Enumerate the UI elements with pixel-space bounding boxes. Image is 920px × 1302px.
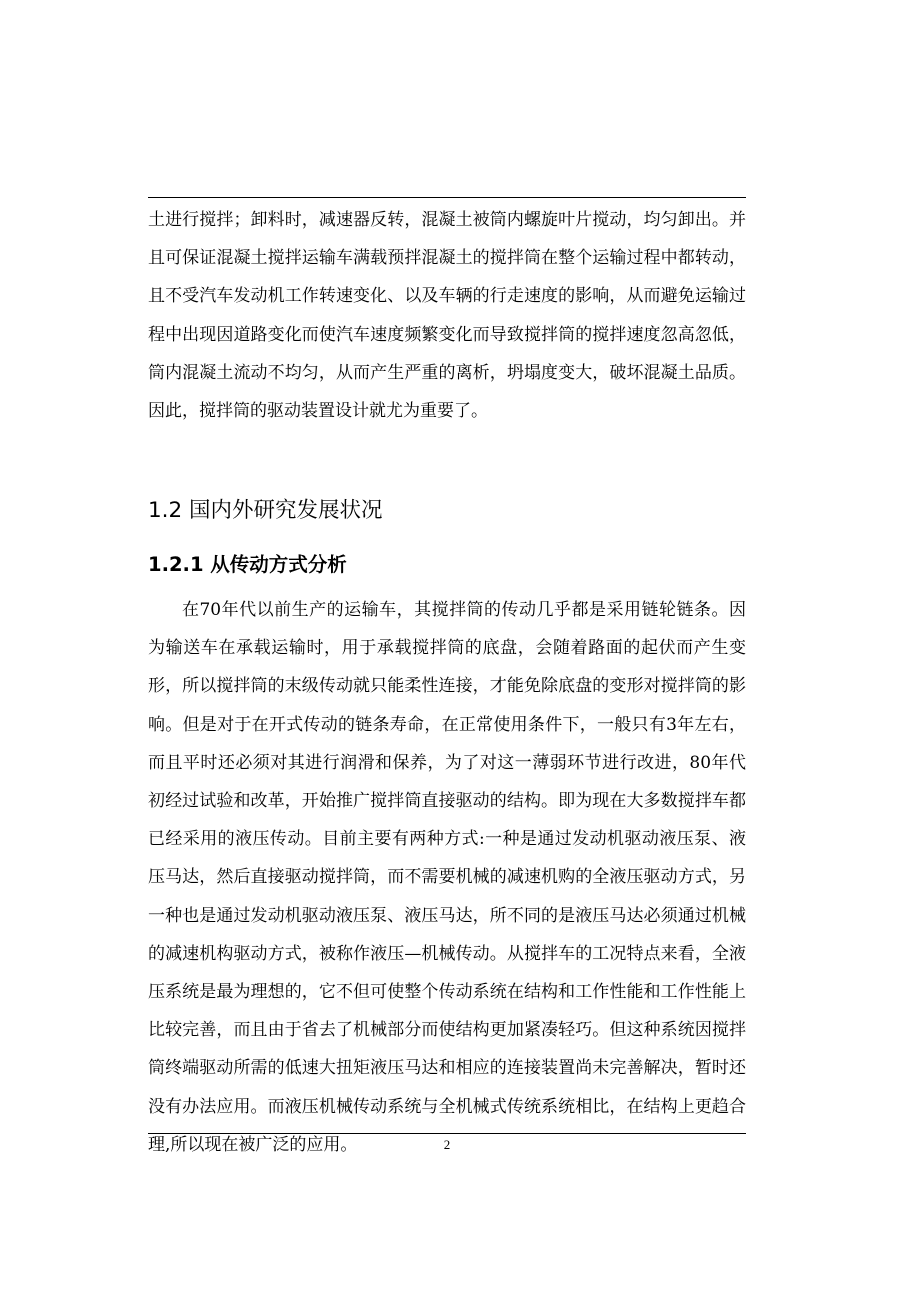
page-number: 2: [443, 1137, 451, 1152]
transmission-paragraph-block: [148, 591, 746, 1164]
continuation-paragraph: 土进行搅拌；卸料时，减速器反转，混凝土被筒内螺旋叶片搅动，均匀卸出。并且可保证混凝土搅拌运输车满载预拌混凝土的搅拌筒在整个运输过程中都转动，且不受汽车发动机工作转速变化、以及车辆的行走速度的影响，从而避免运输过程中出现因道路变化而使汽车速度频繁变化而导致搅拌筒的搅拌速度忽高忽低，筒内混凝土流动不均匀，从而产生严重的离析，坍塌度变大，破坏混凝土品质。因此，搅拌筒的驱动装置设计就尤为重要了。: [148, 210, 746, 422]
transmission-paragraph: 在70年代以前生产的运输车，其搅拌筒的传动几乎都是采用链轮链条。因为输送车在承载运输时，用于承载搅拌筒的底盘，会随着路面的起伏而产生变形，所以搅拌筒的末级传动就只能柔性连接，才能免除底盘的变形对搅拌筒的影响。但是对于在开式传动的链条寿命，在正常使用条件下，一般只有3年左右，而且平时还必须对其进行润滑和保养，为了对这一薄弱环节进行改进，80年代初经过试验和改革，开始推广搅拌筒直接驱动的结构。即为现在大多数搅拌车都已经采用的液压传动。目前主要有两种方式:一种是通过发动机驱动液压泵、液压马达，然后直接驱动搅拌筒，而不需要机械的减速机购的全液压驱动方式，另一种也是通过发动机驱动液压泵、液压马达，所不同的是液压马达必须通过机械的减速机构驱动方式，被称作液压—机械传动。从搅拌车的工况特点来看，全液压系统是最为理想的，它不但可使整个传动系统在结构和工作性能和工作性能上比较完善，而且由于省去了机械部分而使结构更加紧凑轻巧。但这种系统因搅拌筒终端驱动所需的低速大扭矩液压马达和相应的连接装置尚未完善解决，暂时还没有办法应用。而液压机械传动系统与全机械式传统系统相比，在结构上更趋合理,所以现在被广泛的应用。: [148, 600, 746, 1155]
continuation-paragraph-block: [148, 201, 746, 430]
subsection-heading: 1.2.1 从传动方式分析: [148, 553, 347, 576]
header-rule: [148, 197, 746, 198]
section-heading: 1.2 国内外研究发展状况: [148, 498, 383, 523]
footer-rule: [148, 1133, 746, 1134]
